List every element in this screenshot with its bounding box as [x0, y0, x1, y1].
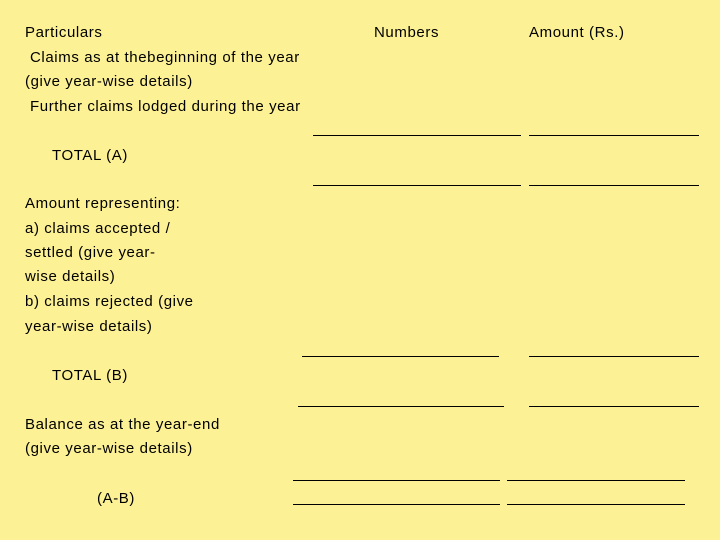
claims-accepted-detail-2: wise details): [25, 268, 116, 285]
rule-amount-total-a: [529, 185, 699, 186]
rule-numbers-total-a: [313, 185, 521, 186]
balance-label: Balance as at the year-end: [25, 416, 220, 433]
rule-amount-subtotal-b: [529, 356, 699, 357]
rule-numbers-balance-top: [293, 480, 500, 481]
claims-rejected-label: b) claims rejected (give: [25, 293, 194, 310]
rule-amount-total-b: [529, 406, 699, 407]
balance-detail: (give year-wise details): [25, 440, 193, 457]
amount-representing-label: Amount representing:: [25, 195, 181, 212]
claims-beginning-label: Claims as at thebeginning of the year: [30, 49, 300, 66]
header-particulars: Particulars: [25, 24, 103, 41]
claims-rejected-detail: year-wise details): [25, 318, 153, 335]
claims-accepted-label: a) claims accepted /: [25, 220, 171, 237]
rule-numbers-balance-bottom: [293, 504, 500, 505]
rule-amount-balance-top: [507, 480, 685, 481]
total-b-label: TOTAL (B): [52, 367, 128, 384]
header-numbers: Numbers: [374, 24, 440, 41]
claims-beginning-detail: (give year-wise details): [25, 73, 193, 90]
header-amount: Amount (Rs.): [529, 24, 625, 41]
rule-amount-subtotal-a: [529, 135, 699, 136]
rule-numbers-subtotal-b: [302, 356, 499, 357]
claims-accepted-detail: settled (give year-: [25, 244, 156, 261]
total-a-label: TOTAL (A): [52, 147, 128, 164]
further-claims-label: Further claims lodged during the year: [30, 98, 301, 115]
rule-numbers-subtotal-a: [313, 135, 521, 136]
rule-numbers-total-b: [298, 406, 504, 407]
rule-amount-balance-bottom: [507, 504, 685, 505]
a-minus-b-label: (A-B): [97, 490, 135, 507]
